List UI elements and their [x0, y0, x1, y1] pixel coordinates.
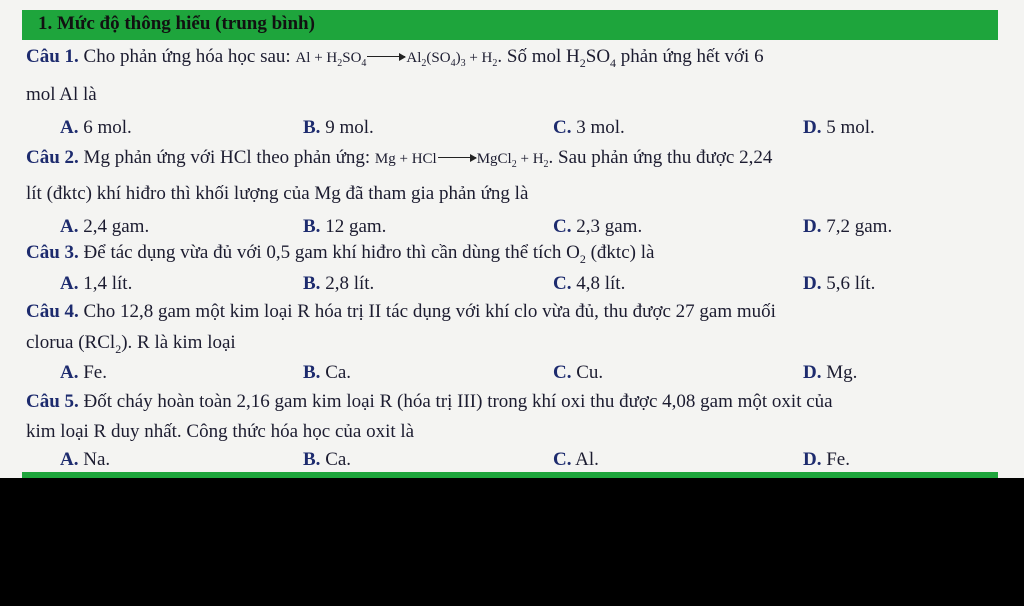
question-3-option-a[interactable]: A. 1,4 lít. — [60, 273, 133, 294]
question-5-line-2: kim loại R duy nhất. Công thức hóa học của oxit là — [26, 421, 415, 442]
question-1-equation: $Al + H_2SO_4$ $Al_2(SO_4)_3 + H_2$ — [295, 50, 498, 69]
question-5-label: Câu 5. — [26, 391, 79, 412]
question-1-option-d[interactable]: D. 5 mol. — [803, 117, 875, 138]
question-5-line-1: Câu 5. Đốt cháy hoàn toàn 2,16 gam kim loại R (hóa trị III) trong khí oxi thu được 4,08 gam một oxit của — [26, 391, 833, 412]
question-3-line-1: Câu 3. Để tác dụng vừa đủ với 0,5 gam khí hiđro thì cần dùng thể tích $O_2$ (đktc) là — [26, 242, 655, 266]
question-1-option-c[interactable]: C. 3 mol. — [553, 117, 625, 138]
question-2-label: Câu 2. — [26, 147, 79, 168]
question-1-label: Câu 1. — [26, 46, 79, 67]
question-5-option-d[interactable]: D. Fe. — [803, 449, 850, 470]
question-2-line-2: lít (đktc) khí hiđro thì khối lượng của Mg đã tham gia phản ứng là — [26, 183, 529, 204]
question-4-option-c[interactable]: C. Cu. — [553, 362, 604, 383]
question-5-option-c[interactable]: C. Al. — [553, 449, 599, 470]
question-1-line-1: Câu 1. Cho phản ứng hóa học sau: $Al + H_2SO_4$ $Al_2(SO_4)_3 + H_2$. Số mol $H_2SO_4$ phản ứng hết với 6 — [26, 46, 764, 70]
question-2-option-a[interactable]: A. 2,4 gam. — [60, 216, 150, 237]
question-2-option-d[interactable]: D. 7,2 gam. — [803, 216, 893, 237]
question-1-text: Cho phản ứng hóa học sau: — [78, 46, 296, 67]
question-4-option-b[interactable]: B. Ca. — [303, 362, 352, 383]
question-4-option-a[interactable]: A. Fe. — [60, 362, 107, 383]
reaction-arrow-icon — [367, 56, 405, 57]
question-2-line-1: Câu 2. Mg phản ứng với HCl theo phản ứng: Mg + HCl MgCl$_2$ + $H_2$. Sau phản ứng thu được 2,24 — [26, 147, 773, 170]
question-2-equation: Mg + HCl MgCl$_2$ + $H_2$ — [374, 151, 549, 170]
question-3-option-c[interactable]: C. 4,8 lít. — [553, 273, 626, 294]
question-4-option-d[interactable]: D. Mg. — [803, 362, 858, 383]
section-footer-rule — [22, 472, 998, 478]
question-3-option-d[interactable]: D. 5,6 lít. — [803, 273, 876, 294]
question-1-option-b[interactable]: B. 9 mol. — [303, 117, 374, 138]
question-2-option-c[interactable]: C. 2,3 gam. — [553, 216, 643, 237]
question-5-option-b[interactable]: B. Ca. — [303, 449, 352, 470]
question-4-label: Câu 4. — [26, 301, 79, 322]
question-4-line-1: Câu 4. Cho 12,8 gam một kim loại R hóa trị II tác dụng với khí clo vừa đủ, thu được 27 gam muối — [26, 301, 776, 322]
section-title: 1. Mức độ thông hiểu (trung bình) — [38, 13, 315, 34]
question-1-line-2: mol Al là — [26, 84, 97, 105]
question-5-option-a[interactable]: A. Na. — [60, 449, 111, 470]
question-1-option-a[interactable]: A. 6 mol. — [60, 117, 132, 138]
question-3-label: Câu 3. — [26, 242, 79, 263]
question-3-option-b[interactable]: B. 2,8 lít. — [303, 273, 375, 294]
section-header — [22, 10, 998, 40]
question-2-option-b[interactable]: B. 12 gam. — [303, 216, 387, 237]
reaction-arrow-icon — [438, 157, 476, 158]
question-4-line-2: clorua (RCl$_2$). R là kim loại — [26, 332, 236, 356]
